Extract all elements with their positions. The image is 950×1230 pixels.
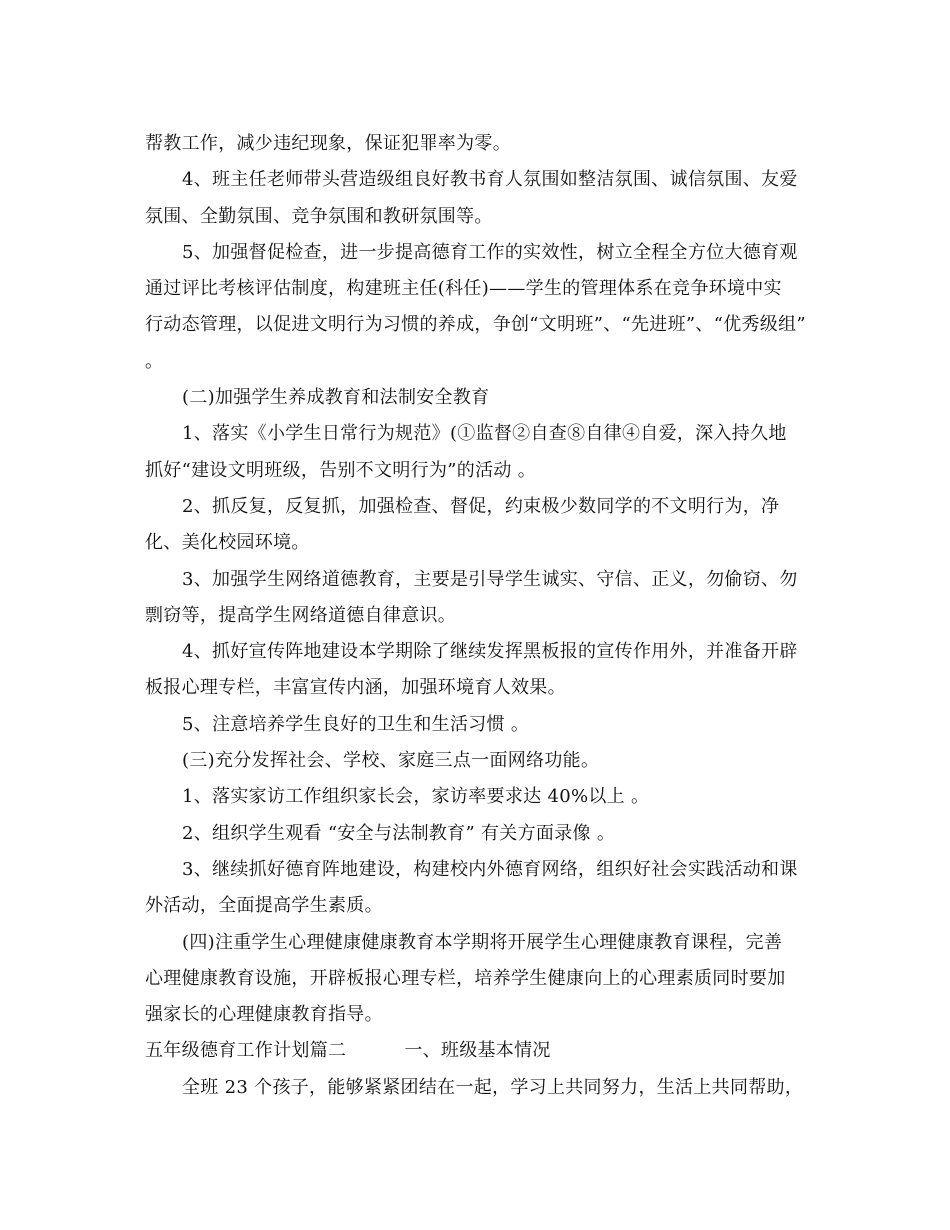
section-heading-title: 五年级德育工作计划篇二 xyxy=(145,1040,347,1062)
paragraph-line: 3、加强学生网络道德教育，主要是引导学生诚实、守信、正义，勿偷窃、勿 xyxy=(182,568,798,590)
paragraph-line: 板报心理专栏，丰富宣传内涵，加强环境育人效果。 xyxy=(145,677,566,699)
paragraph-line: (二)加强学生养成教育和法制安全教育 xyxy=(182,387,490,409)
paragraph-line: (三)充分发挥社会、学校、家庭三点一面网络功能。 xyxy=(182,750,600,772)
paragraph-line: (四)注重学生心理健康健康教育本学期将开展学生心理健康教育课程，完善 xyxy=(182,931,783,953)
paragraph-line: 行动态管理，以促进文明行为习惯的养成，争创“文明班”、“先进班”、“优秀级组” xyxy=(145,314,806,336)
paragraph-line: 5、加强督促检查，进一步提高德育工作的实效性，树立全程全方位大德育观 xyxy=(182,241,798,263)
paragraph-line: 化、美化校园环境。 xyxy=(145,532,310,554)
paragraph-line: 2、抓反复，反复抓，加强检查、督促，约束极少数同学的不文明行为，净 xyxy=(182,495,780,517)
paragraph-line: 4、抓好宣传阵地建设本学期除了继续发挥黑板报的宣传作用外，并准备开辟 xyxy=(182,641,798,663)
paragraph-line: 1、落实《小学生日常行为规范》(①监督②自查⑧自律④自爱，深入持久地 xyxy=(182,423,787,445)
paragraph-line: 通过评比考核评估制度，构建班主任(科任)——学生的管理体系在竞争环境中实 xyxy=(145,278,782,300)
paragraph-line: 。 xyxy=(145,350,164,372)
paragraph-line: 氛围、全勤氛围、竞争氛围和教研氛围等。 xyxy=(145,205,493,227)
paragraph-line: 3、继续抓好德育阵地建设，构建校内外德育网络，组织好社会实践活动和课 xyxy=(182,858,798,880)
section-heading-line xyxy=(145,1033,810,1069)
paragraph-line-last: 全班 23 个孩子，能够紧紧团结在一起，学习上共同努力，生活上共同帮助， xyxy=(182,1076,804,1098)
paragraph-lines xyxy=(145,126,810,1033)
paragraph-line: 2、组织学生观看 “安全与法制教育” 有关方面录像 。 xyxy=(182,822,616,844)
paragraph-line: 5、注意培养学生良好的卫生和生活习惯 。 xyxy=(182,713,530,735)
paragraph-line: 心理健康教育设施，开辟板报心理专栏，培养学生健康向上的心理素质同时要加 xyxy=(145,967,786,989)
section-subheading: 一、班级基本情况 xyxy=(404,1040,551,1062)
paragraph-line: 帮教工作，减少违纪现象，保证犯罪率为零。 xyxy=(145,133,511,154)
paragraph-line: 剽窃等，提高学生网络道德自律意识。 xyxy=(145,604,457,626)
paragraph-line: 强家长的心理健康教育指导。 xyxy=(145,1004,383,1026)
paragraph-line: 外活动，全面提高学生素质。 xyxy=(145,895,383,917)
paragraph-line: 4、班主任老师带头营造级组良好教书育人氛围如整洁氛围、诚信氛围、友爱 xyxy=(182,169,798,191)
paragraph-line: 抓好“建设文明班级，告别不文明行为”的活动 。 xyxy=(145,459,537,481)
document-body xyxy=(145,126,810,1106)
paragraph-line: 1、落实家访工作组织家长会，家访率要求达 40%以上 。 xyxy=(182,786,650,808)
